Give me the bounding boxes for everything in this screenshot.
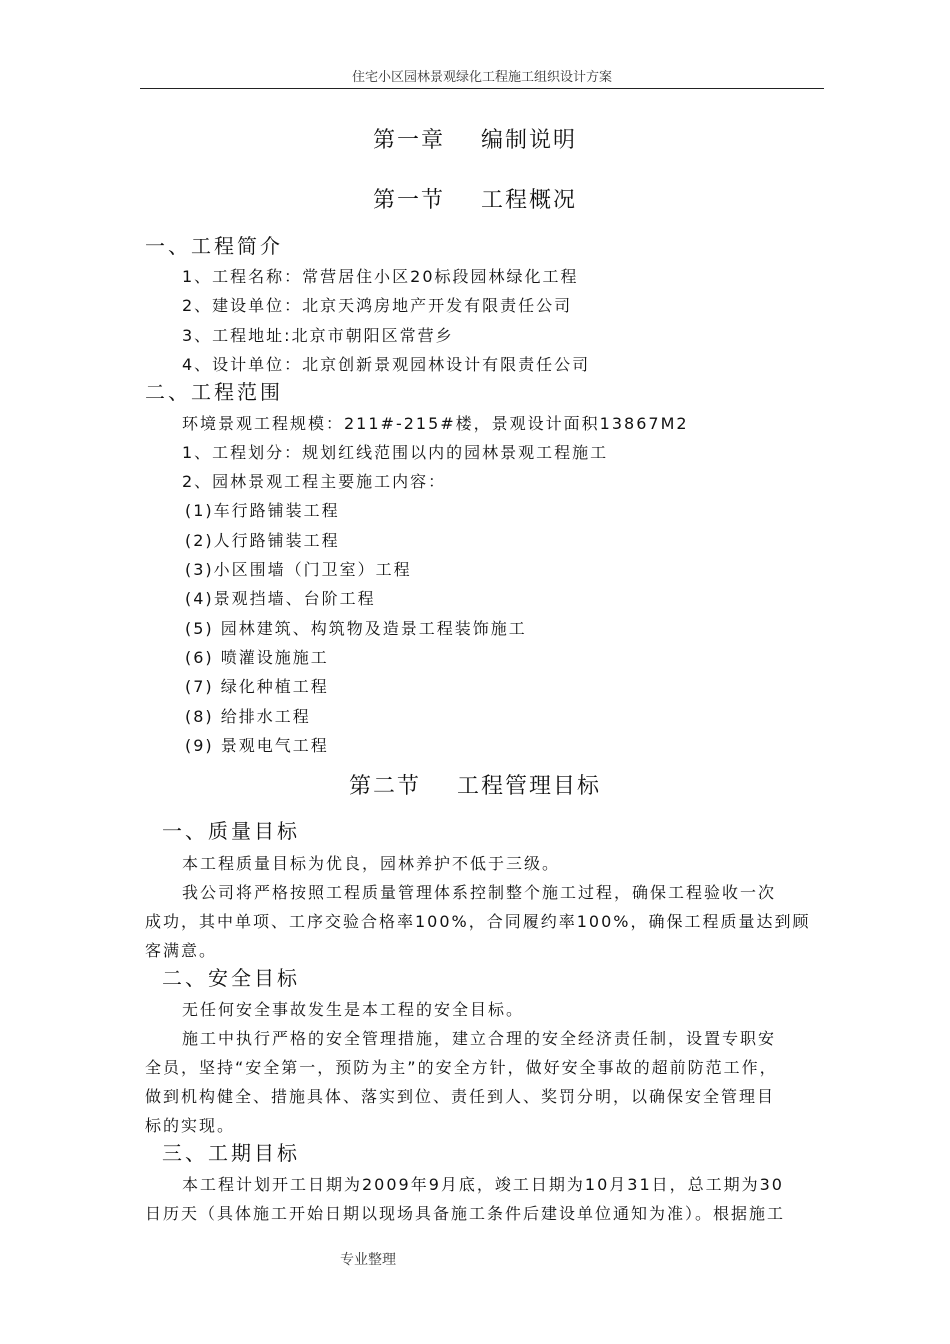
heading-quality-target: 一、质量目标 [162, 819, 300, 843]
scope-content-label: 2、园林景观工程主要施工内容： [182, 472, 447, 491]
scope-content-item: (9) 景观电气工程 [185, 736, 329, 755]
paragraph-line: 施工中执行严格的安全管理措施，建立合理的安全经济责任制，设置专职安 [182, 1029, 777, 1048]
section-title-overview: 第一节 工程概况 [373, 188, 577, 213]
intro-item: 3、工程地址:北京市朝阳区常营乡 [182, 326, 454, 345]
page-footer: 专业整理 [340, 1252, 396, 1268]
scope-scale: 环境景观工程规模：211#-215#楼，景观设计面积13867M2 [182, 414, 689, 433]
heading-project-scope: 二、工程范围 [145, 380, 283, 404]
paragraph-line: 成功，其中单项、工序交验合格率100%，合同履约率100%，确保工程质量达到顾 [145, 912, 811, 931]
scope-content-item: (1)车行路铺装工程 [185, 501, 340, 520]
heading-schedule-target: 三、工期目标 [162, 1141, 300, 1165]
scope-division: 1、工程划分：规划红线范围以内的园林景观工程施工 [182, 443, 609, 462]
intro-item: 1、工程名称：常营居住小区20标段园林绿化工程 [182, 267, 579, 286]
scope-content-item: (3)小区围墙（门卫室）工程 [185, 560, 412, 579]
scope-content-item: (2)人行路铺装工程 [185, 531, 340, 550]
paragraph-line: 全员，坚持“安全第一，预防为主”的安全方针，做好安全事故的超前防范工作， [145, 1058, 778, 1077]
scope-content-item: (8) 给排水工程 [185, 707, 311, 726]
paragraph-line: 无任何安全事故发生是本工程的安全目标。 [182, 1000, 525, 1019]
heading-project-intro: 一、工程简介 [145, 234, 283, 258]
scope-content-item: (5) 园林建筑、构筑物及造景工程装饰施工 [185, 619, 527, 638]
intro-item: 2、建设单位：北京天鸿房地产开发有限责任公司 [182, 296, 573, 315]
paragraph-line: 日历天（具体施工开始日期以现场具备施工条件后建设单位通知为准）。根据施工 [145, 1204, 786, 1223]
page-header: 住宅小区园林景观绿化工程施工组织设计方案 [351, 70, 612, 85]
chapter-title: 第一章 编制说明 [373, 128, 577, 153]
heading-safety-target: 二、安全目标 [162, 966, 300, 990]
scope-content-item: (6) 喷灌设施施工 [185, 648, 329, 667]
header-rule [140, 88, 824, 89]
section-title-management: 第二节 工程管理目标 [349, 774, 601, 799]
scope-content-item: (7) 绿化种植工程 [185, 677, 329, 696]
paragraph-line: 我公司将严格按照工程质量管理体系控制整个施工过程，确保工程验收一次 [182, 883, 777, 902]
paragraph-line: 客满意。 [145, 941, 218, 960]
scope-content-item: (4)景观挡墙、台阶工程 [185, 589, 376, 608]
paragraph-line: 做到机构健全、措施具体、落实到位、责任到人、奖罚分明，以确保安全管理目 [145, 1087, 776, 1106]
paragraph-line: 本工程质量目标为优良，园林养护不低于三级。 [182, 854, 561, 873]
paragraph-line: 本工程计划开工日期为2009年9月底，竣工日期为10月31日，总工期为30 [182, 1175, 784, 1194]
intro-item: 4、设计单位：北京创新景观园林设计有限责任公司 [182, 355, 591, 374]
paragraph-line: 标的实现。 [145, 1116, 236, 1135]
